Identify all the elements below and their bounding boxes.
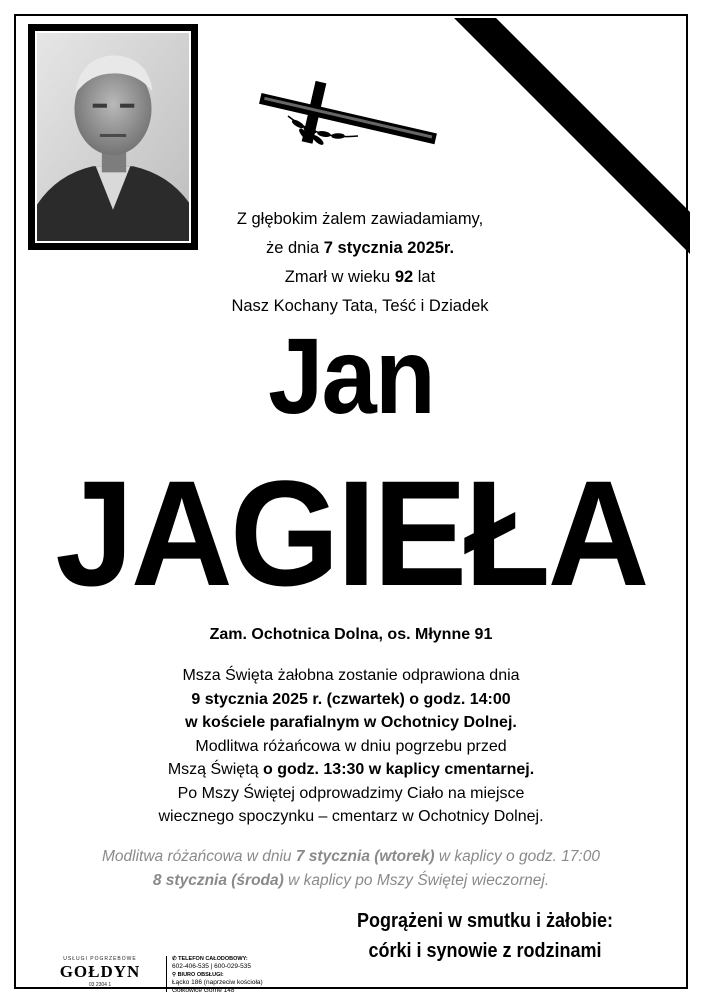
deceased-last-name: JAGIEŁA bbox=[55, 449, 647, 617]
service-line-5: Mszą Świętą o godz. 13:30 w kaplicy cmentarnej. bbox=[167, 761, 535, 778]
service-line-1: Msza Święta żałobna zostanie odprawiona dnia bbox=[182, 667, 520, 684]
age: 92 bbox=[394, 268, 414, 286]
service-line-3: w kościele parafialnym w Ochotnicy Dolnej. bbox=[185, 714, 517, 731]
cross-with-laurel-icon bbox=[238, 78, 448, 158]
intro-text bbox=[180, 205, 540, 321]
company-contact: ✆ TELEFON CAŁODOBOWY: 602-406-535 | 600-029-535 ⚲ BIURO OBSŁUGI: Łącko 186 (naprzeciw kościoła) Gołkowice Górne 148 bbox=[172, 955, 282, 995]
footer-divider bbox=[166, 956, 167, 992]
location-pin-icon: ⚲ bbox=[172, 972, 178, 978]
extra-line-1: Modlitwa różańcowa w dniu 7 stycznia (wtorek) w kaplicy o godz. 17:00 bbox=[102, 848, 600, 865]
deceased-first-name: Jan bbox=[268, 315, 434, 436]
service-line-4: Modlitwa różańcowa w dniu pogrzebu przed bbox=[195, 737, 507, 755]
office-line-1: Łącko 186 (naprzeciw kościoła) bbox=[172, 979, 263, 986]
death-date: 7 stycznia 2025r. bbox=[323, 239, 455, 257]
additional-prayers bbox=[30, 845, 672, 893]
service-details bbox=[60, 664, 642, 829]
intro-line-3: Zmarł w wieku 92 lat bbox=[284, 268, 436, 286]
office-line-2: Gołkowice Górne 148 bbox=[172, 987, 235, 994]
mourners-line-2: córki i synowie z rodzinami bbox=[368, 940, 602, 962]
portrait-frame bbox=[28, 24, 198, 250]
mourners bbox=[337, 906, 634, 966]
phone-icon: ✆ bbox=[172, 956, 179, 962]
service-line-6: Po Mszy Świętej odprowadzimy Ciało na miejsce bbox=[177, 784, 525, 802]
service-line-2: 9 stycznia 2025 r. (czwartek) o godz. 14:00 bbox=[191, 690, 511, 708]
intro-line-1: Z głębokim żalem zawiadamiamy, bbox=[236, 210, 484, 228]
address: Zam. Ochotnica Dolna, os. Młynne 91 bbox=[209, 626, 493, 643]
intro-line-4: Nasz Kochany Tata, Teść i Dziadek bbox=[231, 297, 489, 315]
company-number: 03 2304 1 bbox=[88, 982, 112, 988]
phone-numbers: 602-406-535 | 600-029-535 bbox=[172, 963, 252, 970]
company-small-label: USŁUGI POGRZEBOWE bbox=[63, 956, 137, 962]
portrait-photo bbox=[37, 33, 189, 241]
mourners-line-1: Pogrążeni w smutku i żałobie: bbox=[356, 910, 614, 932]
intro-line-2: że dnia 7 stycznia 2025r. bbox=[265, 239, 455, 257]
company-logo bbox=[40, 956, 160, 988]
service-line-7: wiecznego spoczynku – cmentarz w Ochotnicy Dolnej. bbox=[158, 808, 544, 825]
company-brand: GOŁDYN bbox=[59, 962, 141, 981]
extra-line-2: 8 stycznia (środa) w kaplicy po Mszy Świętej wieczornej. bbox=[152, 872, 550, 889]
